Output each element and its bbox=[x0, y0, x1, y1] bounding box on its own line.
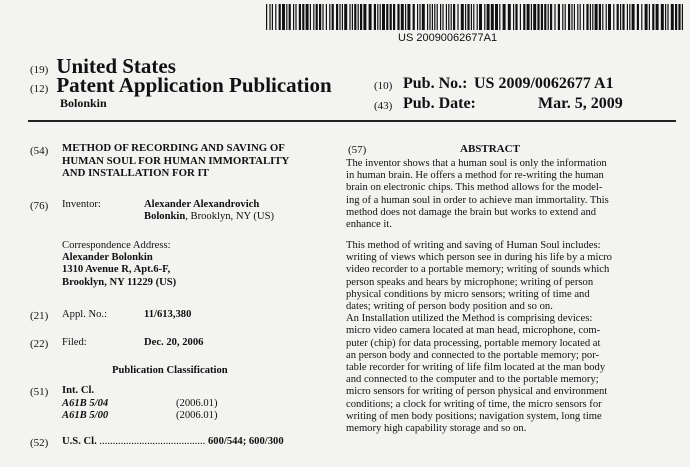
abstract-line: method does not damage the brain but works to extend and bbox=[346, 206, 597, 218]
correspondence-label: Correspondence Address: bbox=[62, 240, 171, 251]
appl-code: (21) bbox=[30, 310, 49, 322]
abstract-line: writing of views which person see in during his life by a micro bbox=[346, 252, 612, 264]
abstract-line: and connected to the computer and to the portable memory; bbox=[346, 374, 599, 386]
abstract-code: (57) bbox=[348, 144, 367, 156]
abstract-line: dates; writing of person body position and so on. bbox=[346, 301, 553, 313]
abstract-line: micro video camera located at man head, microphone, com- bbox=[346, 325, 601, 337]
invention-title bbox=[62, 142, 332, 180]
inventor-block bbox=[144, 199, 344, 223]
abstract-title: ABSTRACT bbox=[460, 143, 520, 155]
abstract-line: memory high capability storage and so on. bbox=[346, 423, 527, 435]
abstract-line: micro sensors for writing of person physical and environment bbox=[346, 386, 608, 398]
filed-code: (22) bbox=[30, 338, 49, 350]
us-cl-row bbox=[62, 436, 332, 448]
header-rule bbox=[28, 120, 676, 122]
pub-no: US 2009/0062677 A1 bbox=[474, 75, 614, 92]
correspondence-line: Brooklyn, NY 11229 (US) bbox=[62, 276, 177, 288]
us-cl-label: U.S. Cl. bbox=[62, 436, 97, 447]
barcode-number: US 20090062677A1 bbox=[398, 32, 498, 44]
abstract-paragraph-2 bbox=[346, 240, 676, 435]
abstract-line: brain on electronic chips. This method allows for the model- bbox=[346, 182, 603, 194]
barcode bbox=[266, 4, 686, 30]
appl-number: 11/613,380 bbox=[144, 309, 192, 320]
title-code: (54) bbox=[30, 145, 49, 157]
country: United States bbox=[56, 54, 176, 78]
code-12: (12) bbox=[30, 83, 49, 95]
int-cl-code: (51) bbox=[30, 386, 49, 398]
abstract-line: The inventor shows that a human soul is only the information bbox=[346, 158, 607, 169]
abstract-line: in human brain. He offers a method for re-writing the human bbox=[346, 170, 604, 182]
us-cl-code: (52) bbox=[30, 437, 49, 449]
inventor-label: Inventor: bbox=[62, 199, 101, 210]
appl-label: Appl. No.: bbox=[62, 309, 108, 320]
filed-date: Dec. 20, 2006 bbox=[144, 337, 204, 348]
header-pubtype-row bbox=[30, 73, 332, 98]
int-cl-class: A61B 5/00 bbox=[62, 410, 109, 421]
inventor-name: Alexander Alexandrovich bbox=[144, 199, 260, 210]
correspondence-block bbox=[62, 240, 322, 289]
code-19: (19) bbox=[30, 64, 49, 76]
int-cl-class: A61B 5/04 bbox=[62, 398, 109, 409]
code-10: (10) bbox=[374, 80, 393, 92]
abstract-line: physical conditions by micro sensors; writing of time and bbox=[346, 288, 590, 300]
abstract-line: An Installation utilized the Method is comprising devices: bbox=[346, 313, 593, 325]
pub-date: Mar. 5, 2009 bbox=[538, 95, 623, 112]
abstract-line: conditions; a clock for writing of time, the micro sensors for bbox=[346, 398, 602, 410]
inventor-name-2: Bolonkin bbox=[144, 211, 186, 223]
abstract-line: This method of writing and saving of Human Soul includes: bbox=[346, 240, 601, 251]
int-cl-version: (2006.01) bbox=[176, 410, 218, 421]
code-43: (43) bbox=[374, 100, 393, 112]
pub-date-label: Pub. Date: bbox=[403, 95, 476, 112]
publication-type: Patent Application Publication bbox=[56, 73, 332, 97]
publication-classification-title: Publication Classification bbox=[112, 365, 228, 376]
correspondence-line: 1310 Avenue R, Apt.6-F, bbox=[62, 264, 171, 276]
title-line: METHOD OF RECORDING AND SAVING OF bbox=[62, 142, 285, 154]
inventor-location: , Brooklyn, NY (US) bbox=[185, 211, 275, 223]
abstract-line: writing of men body positions; navigation system, long time bbox=[346, 410, 602, 422]
inventor-short: Bolonkin bbox=[60, 96, 107, 110]
abstract-paragraph-1 bbox=[346, 158, 676, 231]
abstract-line: ing of a human soul in order to achieve man immortality. This bbox=[346, 194, 609, 206]
abstract-line: an person body and connected to the portable memory; por- bbox=[346, 349, 600, 361]
inventor-code: (76) bbox=[30, 200, 49, 212]
us-cl-dots: ........................................ bbox=[99, 436, 206, 447]
abstract-line: enhance it. bbox=[346, 219, 392, 231]
abstract-line: video recorder to a portable memory; writing of sounds which bbox=[346, 264, 610, 276]
abstract-line: table recorder for writing of life film located at the man body bbox=[346, 362, 606, 374]
title-line: AND INSTALLATION FOR IT bbox=[62, 167, 209, 179]
pub-no-label: Pub. No.: bbox=[403, 75, 468, 92]
abstract-line: person speaks and hears by microphone; writing of person bbox=[346, 276, 594, 288]
int-cl-version: (2006.01) bbox=[176, 398, 218, 409]
int-cl-label: Int. Cl. bbox=[62, 385, 95, 396]
us-cl-value: 600/544; 600/300 bbox=[207, 436, 284, 447]
filed-label: Filed: bbox=[62, 337, 87, 348]
title-line: HUMAN SOUL FOR HUMAN IMMORTALITY bbox=[62, 154, 290, 167]
correspondence-line: Alexander Bolonkin bbox=[62, 252, 153, 264]
abstract-line: puter (chip) for data processing, portable memory located at bbox=[346, 337, 601, 349]
